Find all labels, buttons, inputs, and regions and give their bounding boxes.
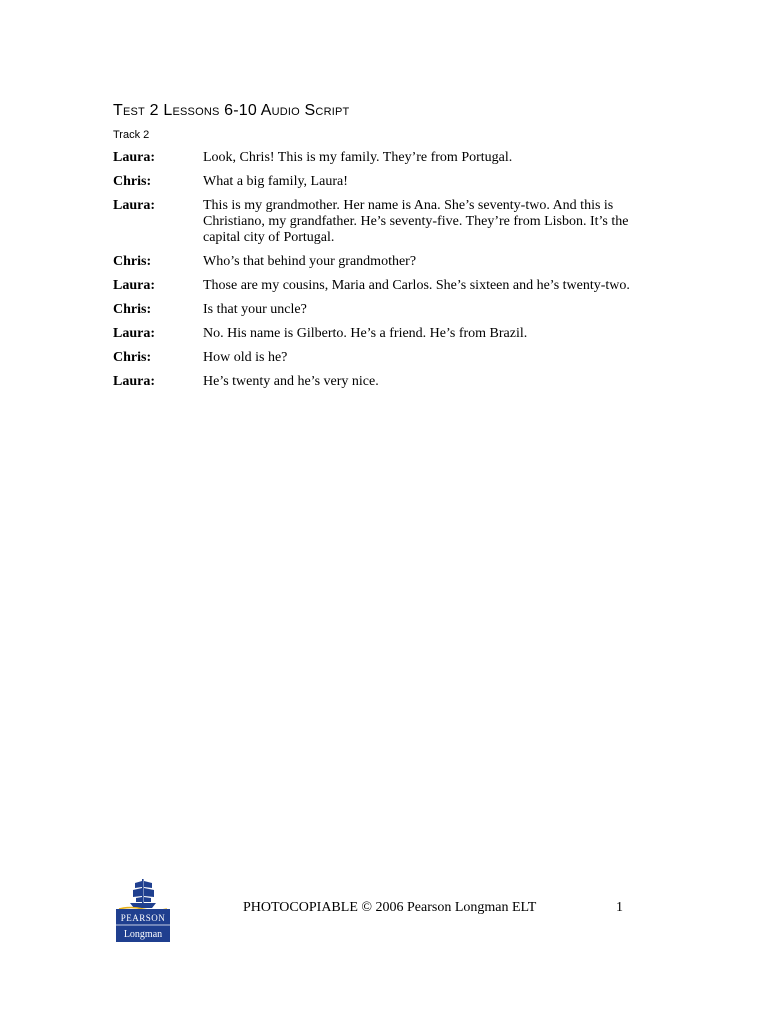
speech-text: This is my grandmother. Her name is Ana. She’s seventy-two. And this is Christiano, my grandfather. He’s seventy-five. They’re from Lisbon. It’s the capital city of Portugal. [203,198,629,245]
speech-text: No. His name is Gilberto. He’s a friend. He’s from Brazil. [203,326,528,341]
script-line [113,278,633,294]
speaker-name: Chris: [113,350,152,365]
script-line [113,350,633,366]
audio-script [113,150,633,398]
track-label: Track 2 [113,129,150,141]
speaker-name: Laura: [113,278,155,293]
speaker-name: Chris: [113,302,152,317]
speech-text: Is that your uncle? [203,302,307,317]
speaker-name: Laura: [113,198,155,213]
script-line [113,198,633,246]
script-line [113,150,633,166]
logo-sub-text: Longman [123,929,163,940]
speech-text: Those are my cousins, Maria and Carlos. She’s sixteen and he’s twenty-two. [203,278,630,293]
page-number: 1 [616,900,623,915]
copyright-notice: PHOTOCOPIABLE © 2006 Pearson Longman ELT [243,900,537,915]
speech-text: Who’s that behind your grandmother? [203,254,417,269]
script-line [113,374,633,390]
speaker-name: Chris: [113,254,152,269]
script-line [113,254,633,270]
script-line [113,302,633,318]
speaker-name: Chris: [113,174,152,189]
speech-text: How old is he? [203,350,288,365]
speech-text: Look, Chris! This is my family. They’re from Portugal. [203,150,513,165]
logo-brand-text: PEARSON [120,913,166,923]
speech-text: He’s twenty and he’s very nice. [203,374,379,389]
speech-text: What a big family, Laura! [203,174,348,189]
script-line [113,174,633,190]
speaker-name: Laura: [113,150,155,165]
script-line [113,326,633,342]
ship-icon [115,878,171,942]
speaker-name: Laura: [113,326,155,341]
page-title: Test 2 Lessons 6-10 Audio Script [113,102,350,119]
pearson-longman-logo [115,878,171,942]
speaker-name: Laura: [113,374,155,389]
